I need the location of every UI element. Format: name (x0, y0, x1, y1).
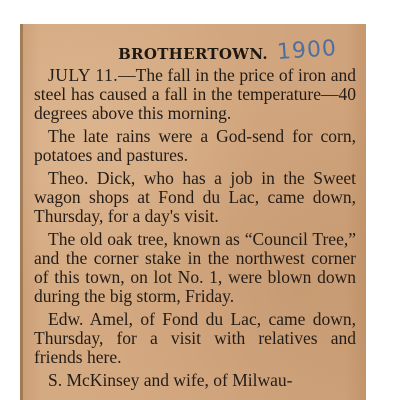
article-heading: BROTHERTOWN. (118, 45, 268, 63)
paragraph-4 (34, 230, 356, 306)
paragraph-3-text: Theo. Dick, who has a job in the Sweet wagon shops at Fond du Lac, came down, Thursday, for a day's visit. (34, 168, 356, 226)
newspaper-clipping (20, 24, 366, 400)
paragraph-2 (34, 127, 356, 165)
paragraph-4-text: The old oak tree, known as “Council Tree,” and the corner stake in the northwest corner of this town, on lot No. 1, were blown down during the big storm, Friday. (34, 229, 356, 306)
paragraph-3 (34, 169, 356, 226)
handwritten-year: 1900 (276, 35, 338, 66)
paragraph-5 (34, 310, 356, 367)
clipping-edge-shadow (20, 24, 23, 400)
paragraph-6 (34, 371, 356, 390)
paragraph-1 (34, 66, 356, 123)
article-body (34, 66, 356, 394)
paragraph-6-text: S. McKinsey and wife, of Milwau- (48, 370, 293, 390)
paragraph-5-text: Edw. Amel, of Fond du Lac, came down, Thursday, for a visit with relatives and friends here. (34, 309, 356, 367)
paragraph-1-text: —The fall in the price of iron and steel has caused a fall in the temperature—40 degrees above this morning. (34, 65, 356, 123)
paragraph-2-text: The late rains were a God-send for corn, potatoes and pastures. (34, 126, 356, 165)
article-dateline: JULY 11. (48, 65, 119, 85)
